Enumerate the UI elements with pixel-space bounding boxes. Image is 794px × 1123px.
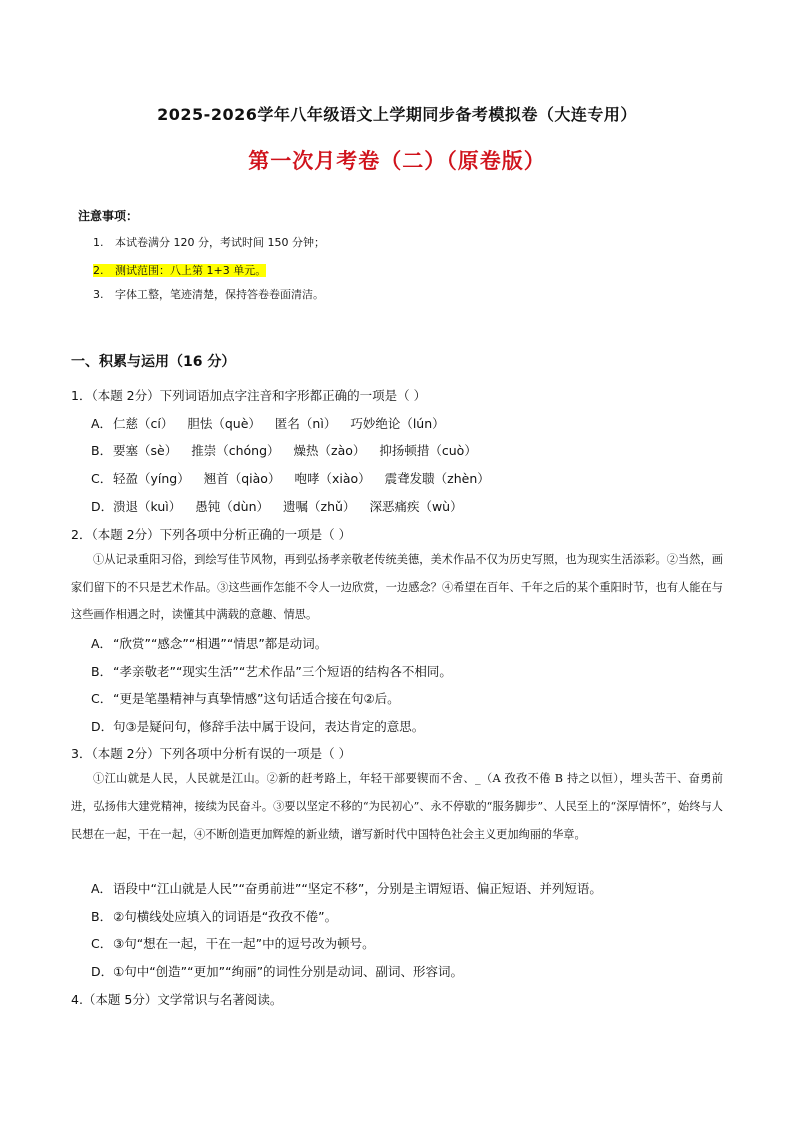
option-word: 震聋发聩（zhèn）: [384, 471, 490, 486]
notice-item-3: [93, 287, 324, 303]
option-label: A．: [91, 416, 113, 431]
option-label: B．: [91, 909, 113, 924]
notice-item-text: 本试卷满分 120 分，考试时间 150 分钟；: [115, 236, 325, 249]
question-3-option-b: [91, 907, 337, 925]
question-2-option-d: [91, 717, 424, 735]
question-1-option-b: [91, 441, 491, 459]
option-word: 巧妙绝论（lún）: [350, 416, 445, 431]
option-word: 抑扬顿措（cuò）: [379, 443, 477, 458]
option-text: ②句横线处应填入的词语是“孜孜不倦”。: [113, 909, 338, 924]
option-word: 胆怯（què）: [187, 416, 261, 431]
question-3-option-a: [91, 879, 602, 897]
question-1-option-d: [91, 497, 477, 515]
option-label: A．: [91, 636, 113, 651]
option-word: 翘首（qiào）: [203, 471, 281, 486]
option-text: “孝亲敬老”“现实生活”“艺术作品”三个短语的结构各不相同。: [113, 664, 452, 679]
notice-item-2: [93, 263, 266, 279]
option-text: ③句“想在一起，干在一起”中的逗号改为顿号。: [113, 936, 375, 951]
exam-subtitle: 第一次月考卷（二）（原卷版）: [248, 149, 546, 173]
exam-title: 2025-2026学年八年级语文上学期同步备考模拟卷（大连专用）: [157, 105, 637, 124]
question-2-option-b: [91, 662, 452, 680]
option-word: 溃退（kuì）: [113, 499, 182, 514]
option-word: 深恶痛疾（wù）: [369, 499, 463, 514]
option-word: 遗嘱（zhǔ）: [283, 499, 356, 514]
option-text: ①句中“创造”“更加”“绚丽”的词性分别是动词、副词、形容词。: [113, 964, 464, 979]
question-2-passage: ①从记录重阳习俗，到绘写佳节风物，再到弘扬孝亲敬老传统美德，美术作品不仅为历史写照，也为现实生活添彩。②当然，画家们留下的不只是艺术作品。③这些画作怎能不令人一边欣赏，一边感念？④希望在百年、千年之后的某个重阳时节，也有人能在与这些画作相遇之时，读懂其中满载的意趣、情思。: [71, 553, 723, 621]
option-text: 语段中“江山就是人民”“奋勇前进”“坚定不移”，分别是主谓短语、偏正短语、并列短语。: [113, 881, 602, 896]
option-word: 轻盈（yíng）: [113, 471, 190, 486]
question-3-stem: 3．（本题 2分）下列各项中分析有误的一项是（ ）: [71, 746, 352, 761]
notice-item-text: 字体工整，笔迹清楚，保持答卷卷面清洁。: [115, 288, 324, 301]
option-word: 燥热（zào）: [293, 443, 366, 458]
question-3-passage: ①江山就是人民，人民就是江山。②新的赶考路上，年轻干部要锲而不舍、_（A 孜孜不倦 B 持之以恒），埋头苦干、奋勇前进，弘扬伟大建党精神，接续为民奋斗。③要以坚定不移的“为民初心”、永不停歇的“服务脚步”、人民至上的“深厚情怀”，始终与人民想在一起，干在一起，④不断创造更加辉煌的新业绩，谱写新时代中国特色社会主义更加绚丽的华章。: [71, 772, 723, 841]
question-3-option-d: [91, 962, 463, 980]
question-4-stem: 4.（本题 5分）文学常识与名著阅读。: [71, 992, 283, 1007]
question-1-option-c: [91, 469, 504, 487]
option-text: 句③是疑问句，修辞手法中属于设问，表达肯定的意思。: [113, 719, 425, 734]
option-label: B．: [91, 664, 113, 679]
option-word: 要塞（sè）: [113, 443, 178, 458]
question-1-stem: 1．（本题 2分）下列词语加点字注音和字形都正确的一项是（ ）: [71, 388, 427, 403]
option-word: 推崇（chóng）: [191, 443, 280, 458]
option-word: 咆哮（xiào）: [294, 471, 371, 486]
option-label: C．: [91, 936, 113, 951]
notice-item-number: 1.: [93, 236, 104, 249]
question-2-option-c: [91, 689, 400, 707]
option-text: “欣赏”“感念”“相遇”“情思”都是动词。: [113, 636, 328, 651]
option-word: 愚钝（dùn）: [195, 499, 270, 514]
option-label: C．: [91, 471, 113, 486]
notice-item-number: 3.: [93, 288, 104, 301]
notice-item-1: [93, 235, 325, 251]
option-word: 仁慈（cí）: [113, 416, 174, 431]
option-label: D．: [91, 499, 114, 514]
option-text: “更是笔墨精神与真挚情感”这句话适合接在句②后。: [113, 691, 400, 706]
option-label: D．: [91, 964, 114, 979]
option-label: B．: [91, 443, 113, 458]
notice-item-number: 2.: [93, 264, 104, 277]
notice-item-text: 测试范围：八上第 1+3 单元。: [115, 264, 267, 277]
question-3-option-c: [91, 934, 375, 952]
option-label: D．: [91, 719, 114, 734]
question-2-stem: 2．（本题 2分）下列各项中分析正确的一项是（ ）: [71, 527, 352, 542]
option-word: 匿名（nì）: [274, 416, 337, 431]
question-2-option-a: [91, 634, 327, 652]
notice-heading: 注意事项：: [78, 209, 139, 223]
option-label: A．: [91, 881, 113, 896]
option-label: C．: [91, 691, 113, 706]
section-heading: 一、积累与运用（16 分）: [71, 354, 236, 370]
question-1-option-a: [91, 414, 459, 432]
